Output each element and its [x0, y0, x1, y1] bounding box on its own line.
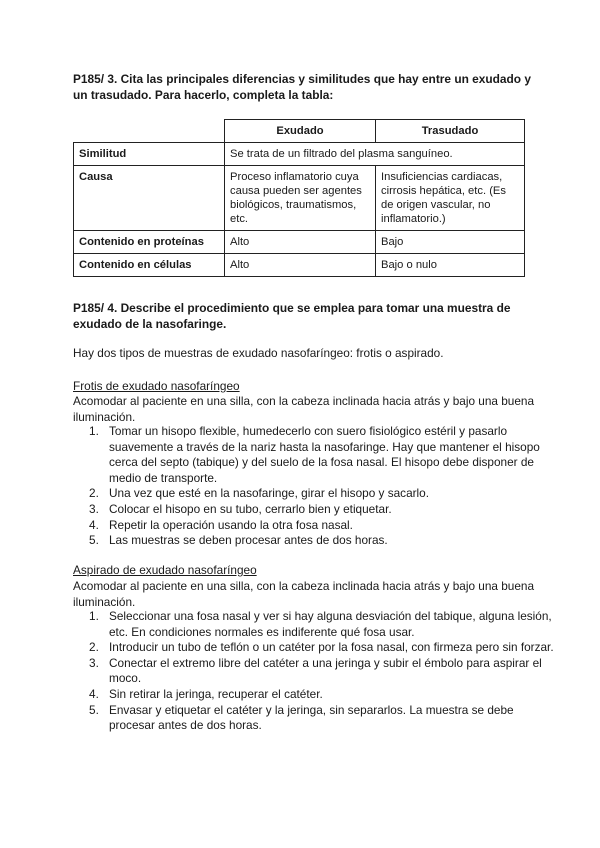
- table-row: [74, 166, 525, 231]
- table-row: [74, 143, 525, 166]
- aspirado-steps-list: [73, 609, 561, 734]
- table-row: [74, 231, 525, 254]
- list-item: Colocar el hisopo en su tubo, cerrarlo bien y etiquetar.: [109, 501, 392, 516]
- table-row: [74, 254, 525, 277]
- list-item: Seleccionar una fosa nasal y ver si hay alguna desviación del tabique, alguna lesión, etc. En condiciones normales es indiferente qué fosa usar.: [109, 609, 552, 639]
- table-header-empty: [74, 120, 225, 143]
- list-item: Tomar un hisopo flexible, humedecerlo con suero fisiológico estéril y pasarlo suavemente a través de la nariz hasta la nasofaringe. Hay que mantener el hisopo cerca del septo (tabique) y del suelo de la fosa nasal. El hisopo debe disponer de medio de transporte.: [109, 424, 540, 485]
- merged-cell: Se trata de un filtrado del plasma sanguíneo.: [225, 143, 525, 166]
- exudado-cell: Proceso inflamatorio cuya causa pueden ser agentes biológicos, traumatismos, etc.: [225, 166, 376, 231]
- intro-paragraph: Hay dos tipos de muestras de exudado nasofaríngeo: frotis o aspirado.: [73, 346, 444, 360]
- list-item: Sin retirar la jeringa, recuperar el catéter.: [109, 686, 323, 701]
- frotis-steps-list: [73, 424, 561, 549]
- list-item: Una vez que esté en la nasofaringe, girar el hisopo y sacarlo.: [109, 486, 430, 501]
- exudado-cell: Alto: [225, 254, 376, 277]
- list-item: Conectar el extremo libre del catéter a una jeringa y subir el émbolo para aspirar el moco.: [109, 655, 542, 686]
- question-3-title: P185/ 3. Cita las principales diferencias y similitudes que hay entre un exudado y un trasudado. Para hacerlo, completa la tabla:: [73, 72, 531, 102]
- list-item: Envasar y etiquetar el catéter y la jeringa, sin separarlos. La muestra se debe procesar antes de dos horas.: [109, 702, 514, 733]
- list-item: Repetir la operación usando la otra fosa nasal.: [109, 517, 353, 532]
- row-label: Contenido en células: [74, 254, 225, 277]
- row-label: Causa: [74, 166, 225, 231]
- list-item: Introducir un tubo de teflón o un catéter por la fosa nasal, con firmeza pero sin forzar.: [109, 640, 554, 655]
- aspirado-description: Acomodar al paciente en una silla, con la cabeza inclinada hacia atrás y bajo una buena iluminación.: [73, 579, 535, 609]
- row-label: Similitud: [74, 143, 225, 166]
- comparison-table: [73, 119, 525, 277]
- row-label: Contenido en proteínas: [74, 231, 225, 254]
- trasudado-cell: Bajo o nulo: [376, 254, 525, 277]
- table-header-exudado: Exudado: [225, 120, 376, 143]
- exudado-cell: Alto: [225, 231, 376, 254]
- frotis-description: Acomodar al paciente en una silla, con la cabeza inclinada hacia atrás y bajo una buena iluminación.: [73, 394, 535, 424]
- table-header-trasudado: Trasudado: [376, 120, 525, 143]
- list-item: Las muestras se deben procesar antes de dos horas.: [109, 533, 388, 548]
- table-header-row: [74, 120, 525, 143]
- aspirado-section-title: Aspirado de exudado nasofaríngeo: [73, 563, 257, 577]
- trasudado-cell: Insuficiencias cardiacas, cirrosis hepática, etc. (Es de origen vascular, no inflamatorio.): [376, 166, 525, 231]
- frotis-section-title: Frotis de exudado nasofaríngeo: [73, 379, 240, 393]
- trasudado-cell: Bajo: [376, 231, 525, 254]
- question-4-title: P185/ 4. Describe el procedimiento que se emplea para tomar una muestra de exudado de la nasofaringe.: [73, 301, 511, 331]
